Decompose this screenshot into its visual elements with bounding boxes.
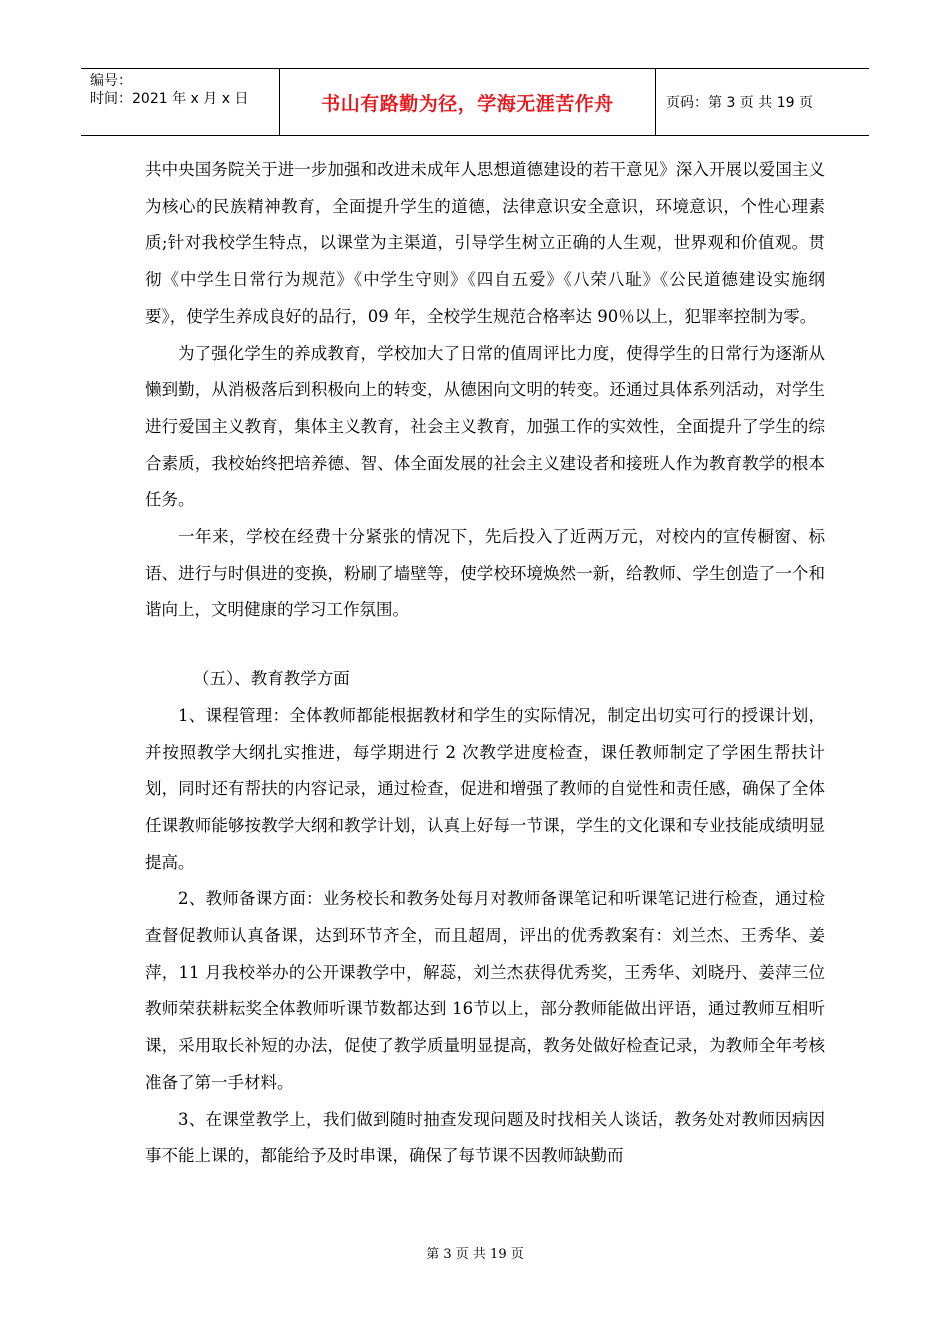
paragraph-lesson-preparation: 2、教师备课方面：业务校长和教务处每月对教师备课笔记和听课笔记进行检查，通过检查督促教师认真备课，达到环节齐全，而且超周，评出的优秀教案有：刘兰杰、王秀华、姜萍，11 月我校举办的公开课教学中，解蕊，刘兰杰获得优秀奖，王秀华、刘晓丹、姜萍三位教师荣获耕耘奖全体教师听课节数都达到 16节以上，部分教师能做出评语，通过教师互相听课，采用取长补短的办法，促使了教学质量明显提高，教务处做好检查记录，为教师全年考核准备了第一手材料。 xyxy=(145,889,825,1092)
page-header xyxy=(81,68,869,136)
paragraph-course-management: 1、课程管理：全体教师都能根据教材和学生的实际情况，制定出切实可行的授课计划，并按照教学大纲扎实推进，每学期进行 2 次教学进度检查，课任教师制定了学困生帮扶计划，同时还有帮扶的内容记录，通过检查，促进和增强了教师的自觉性和责任感，确保了全体任课教师能够按教学大纲和教学计划，认真上好每一节课，学生的文化课和专业技能成绩明显提高。 xyxy=(145,705,825,872)
paragraph-gap xyxy=(145,629,825,661)
section-heading-teaching: （五）、教育教学方面 xyxy=(193,669,350,689)
serial-number-label: 编号： xyxy=(90,73,132,89)
paragraph-campus-environment: 一年来，学校在经费十分紧张的情况下，先后投入了近两万元，对校内的宣传橱窗、标语、进行与时俱进的变换，粉刷了墙壁等，使学校环境焕然一新，给教师、学生创造了一个和谐向上，文明健康的学习工作氛围。 xyxy=(145,527,825,620)
header-page-info: 页码：第 3 页 共 19 页 xyxy=(666,95,813,111)
header-motto: 书山有路勤为径，学海无涯苦作舟 xyxy=(279,69,656,135)
date-label: 时间：2021 年 x 月 x 日 xyxy=(90,91,249,107)
paragraph-continuation: 共中央国务院关于进一步加强和改进未成年人思想道德建设的若干意见》深入开展以爱国主义为核心的民族精神教育，全面提升学生的道德，法律意识安全意识，环境意识，个性心理素质;针对我校学生特点，以课堂为主渠道，引导学生树立正确的人生观，世界观和价值观。贯彻《中学生日常行为规范》《中学生守则》《四自五爱》《八荣八耻》《公民道德建设实施纲要》，使学生养成良好的品行，09 年，全校学生规范合格率达 90％以上，犯罪率控制为零。 xyxy=(145,160,825,326)
document-body xyxy=(145,152,825,1175)
paragraph-habit-education: 为了强化学生的养成教育，学校加大了日常的值周评比力度，使得学生的日常行为逐渐从懒到勤，从消极落后到积极向上的转变，从德困向文明的转变。还通过具体系列活动，对学生进行爱国主义教育，集体主义教育，社会主义教育，加强工作的实效性，全面提升了学生的综合素质，我校始终把培养德、智、体全面发展的社会主义建设者和接班人作为教育教学的根本任务。 xyxy=(145,343,825,510)
header-meta xyxy=(81,69,279,135)
page-footer: 第 3 页 共 19 页 xyxy=(426,1247,524,1262)
paragraph-classroom-teaching: 3、在课堂教学上，我们做到随时抽查发现问题及时找相关人谈话，教务处对教师因病因事不能上课的，都能给予及时串课，确保了每节课不因教师缺勤而 xyxy=(145,1109,825,1166)
